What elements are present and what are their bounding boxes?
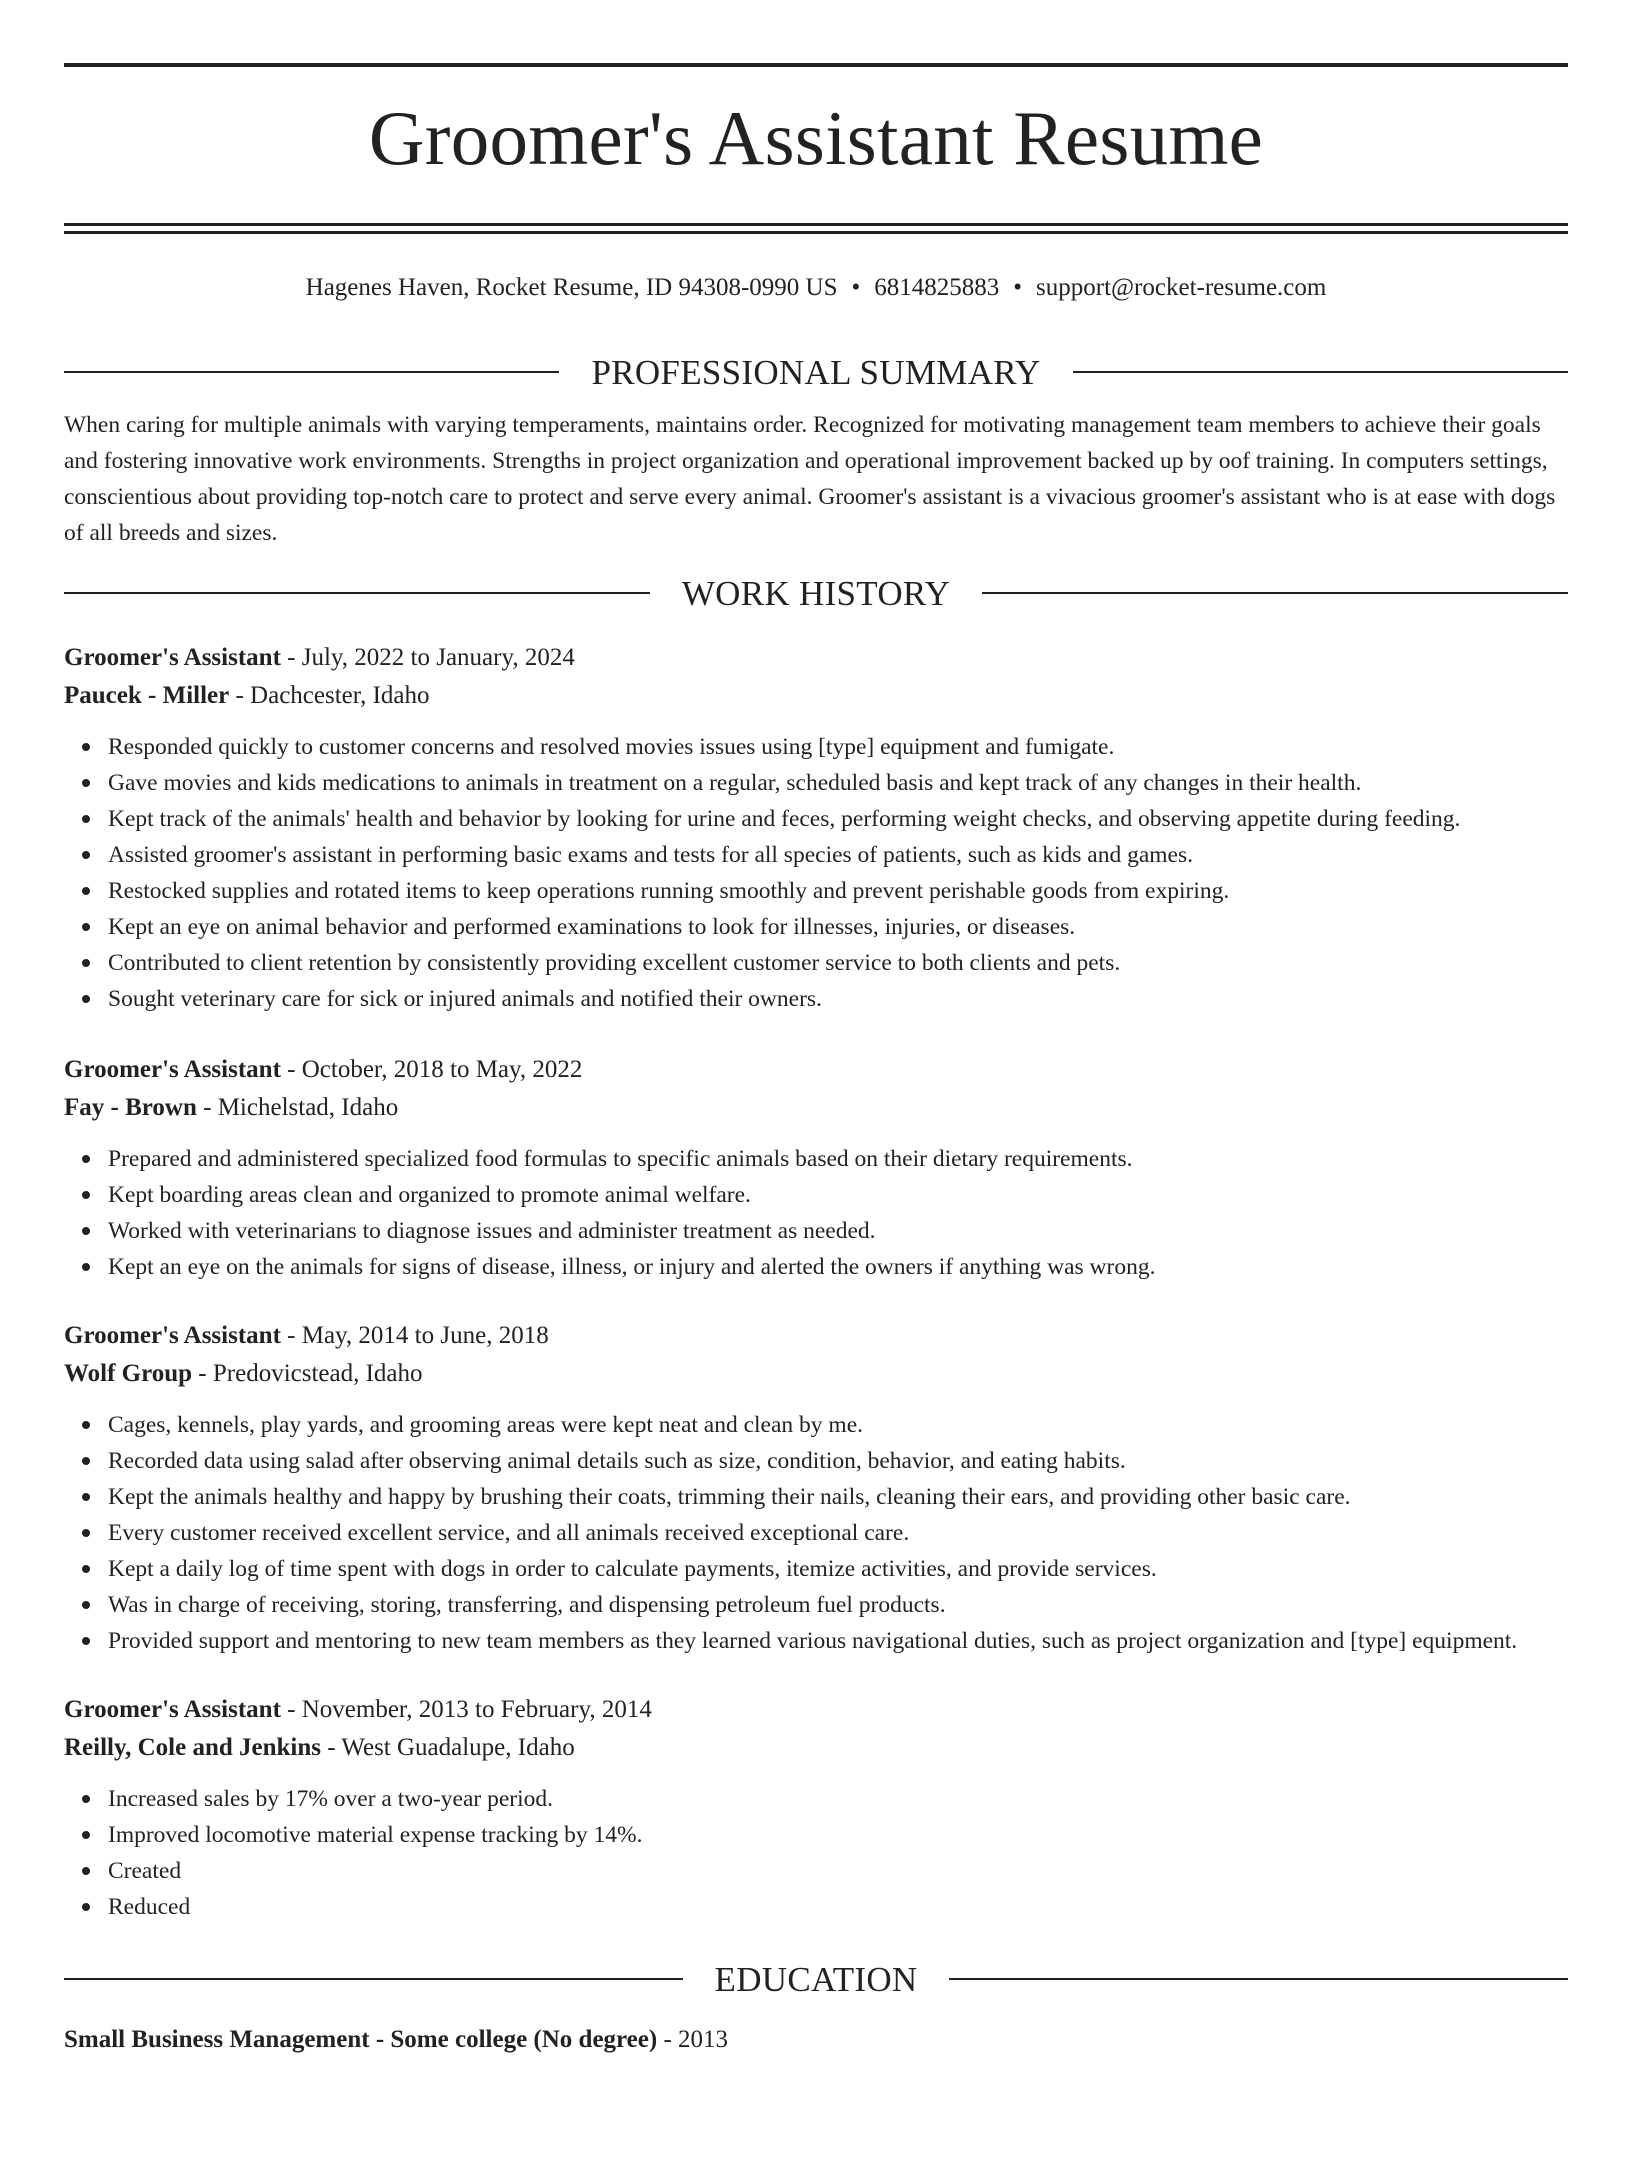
job-company-line [64, 677, 1568, 715]
heading-rule-right [1073, 371, 1568, 373]
work-history-heading-label: WORK HISTORY [681, 573, 951, 613]
job-title-line [64, 1317, 1568, 1355]
contact-separator: • [1013, 274, 1023, 301]
duty-item: Recorded data using salad after observing animal details such as size, condition, behavior, and eating habits. [108, 1443, 1568, 1479]
title-double-rule [64, 223, 1568, 234]
job-company: Paucek - Miller [64, 682, 230, 709]
job-dates: - July, 2022 to January, 2024 [280, 644, 575, 671]
job-dates: - May, 2014 to June, 2018 [280, 1322, 549, 1349]
duty-item: Prepared and administered specialized food formulas to specific animals based on their dietary requirements. [108, 1141, 1568, 1177]
job-duties-list [64, 1141, 1568, 1285]
duty-item: Assisted groomer's assistant in performing basic exams and tests for all species of patients, such as kids and games. [108, 837, 1568, 873]
job-company-line [64, 1355, 1568, 1393]
duty-item: Restocked supplies and rotated items to keep operations running smoothly and prevent perishable goods from expiring. [108, 873, 1568, 909]
duty-item: Kept a daily log of time spent with dogs in order to calculate payments, itemize activities, and provide services. [108, 1551, 1568, 1587]
resume-page [0, 63, 1632, 2175]
duty-item: Reduced [108, 1889, 1568, 1925]
job-location: - Michelstad, Idaho [196, 1094, 399, 1121]
heading-rule-left [64, 592, 650, 594]
job-company: Reilly, Cole and Jenkins [64, 1734, 321, 1761]
education-year: - 2013 [657, 2026, 729, 2053]
duty-item: Was in charge of receiving, storing, transferring, and dispensing petroleum fuel products. [108, 1587, 1568, 1623]
summary-text: When caring for multiple animals with varying temperaments, maintains order. Recognized for motivating management team members to achieve their goals and fostering innovative work environments. Strengths in project organization and operational improvement backed up by oof training. In computers settings, conscientious about providing top-notch care to protect and serve every animal. Groomer's assistant is a vivacious groomer's assistant who is at ease with dogs of all breeds and sizes. [64, 412, 1556, 546]
heading-rule-right [949, 1978, 1568, 1980]
duty-item: Kept track of the animals' health and behavior by looking for urine and feces, performing weight checks, and observing appetite during feeding. [108, 801, 1568, 837]
education-section-heading [64, 1959, 1568, 1999]
job-company: Fay - Brown [64, 1094, 197, 1121]
job-title: Groomer's Assistant [64, 1696, 281, 1723]
duty-item: Kept an eye on animal behavior and performed examinations to look for illnesses, injuries, or diseases. [108, 909, 1568, 945]
job-dates: - November, 2013 to February, 2014 [280, 1696, 652, 1723]
heading-rule-left [64, 371, 559, 373]
duty-item: Kept boarding areas clean and organized to promote animal welfare. [108, 1177, 1568, 1213]
duty-item: Responded quickly to customer concerns and resolved movies issues using [type] equipment and fumigate. [108, 729, 1568, 765]
job-title: Groomer's Assistant [64, 644, 281, 671]
job-company-line [64, 1089, 1568, 1127]
duty-item: Kept an eye on the animals for signs of disease, illness, or injury and alerted the owners if anything was wrong. [108, 1249, 1568, 1285]
education-heading-label: EDUCATION [714, 1959, 918, 1999]
job-location: - West Guadalupe, Idaho [321, 1734, 575, 1761]
duty-item: Kept the animals healthy and happy by brushing their coats, trimming their nails, cleaning their ears, and providing other basic care. [108, 1479, 1568, 1515]
summary-heading-label: PROFESSIONAL SUMMARY [591, 352, 1041, 392]
job-title-line [64, 1691, 1568, 1729]
heading-rule-left [64, 1978, 683, 1980]
job-title-line [64, 1051, 1568, 1089]
job-company-line [64, 1729, 1568, 1767]
duty-item: Sought veterinary care for sick or injured animals and notified their owners. [108, 981, 1568, 1017]
contact-address: Hagenes Haven, Rocket Resume, ID 94308-0990 US [305, 274, 838, 301]
work-history-section-heading [64, 573, 1568, 613]
job-location: - Dachcester, Idaho [229, 682, 430, 709]
job-title-line [64, 639, 1568, 677]
job-entry [64, 1317, 1568, 1659]
summary-section-heading [64, 352, 1568, 392]
duty-item: Every customer received excellent service, and all animals received exceptional care. [108, 1515, 1568, 1551]
duty-item: Worked with veterinarians to diagnose issues and administer treatment as needed. [108, 1213, 1568, 1249]
job-duties-list [64, 729, 1568, 1017]
job-duties-list [64, 1407, 1568, 1659]
contact-line [64, 269, 1568, 307]
duty-item: Provided support and mentoring to new team members as they learned various navigational duties, such as project organization and [type] equipment. [108, 1623, 1568, 1659]
contact-email[interactable]: support@rocket-resume.com [1036, 274, 1327, 301]
heading-rule-right [982, 592, 1568, 594]
duty-item: Contributed to client retention by consistently providing excellent customer service to both clients and pets. [108, 945, 1568, 981]
duty-item: Increased sales by 17% over a two-year period. [108, 1781, 1568, 1817]
duty-item: Gave movies and kids medications to animals in treatment on a regular, scheduled basis and kept track of any changes in their health. [108, 765, 1568, 801]
job-title: Groomer's Assistant [64, 1322, 281, 1349]
job-title: Groomer's Assistant [64, 1056, 281, 1083]
job-company: Wolf Group [64, 1360, 193, 1387]
job-dates: - October, 2018 to May, 2022 [280, 1056, 583, 1083]
job-entry [64, 1051, 1568, 1285]
contact-phone[interactable]: 6814825883 [874, 274, 1000, 301]
duty-item: Cages, kennels, play yards, and grooming areas were kept neat and clean by me. [108, 1407, 1568, 1443]
job-entry [64, 639, 1568, 1017]
job-duties-list [64, 1781, 1568, 1925]
job-entry [64, 1691, 1568, 1925]
duty-item: Created [108, 1853, 1568, 1889]
education-degree: Small Business Management - Some college (No degree) [64, 2026, 658, 2053]
contact-separator: • [851, 274, 861, 301]
duty-item: Improved locomotive material expense tracking by 14%. [108, 1817, 1568, 1853]
resume-title: Groomer's Assistant Resume [368, 95, 1264, 181]
education-entry [64, 2021, 1568, 2059]
job-location: - Predovicstead, Idaho [192, 1360, 423, 1387]
